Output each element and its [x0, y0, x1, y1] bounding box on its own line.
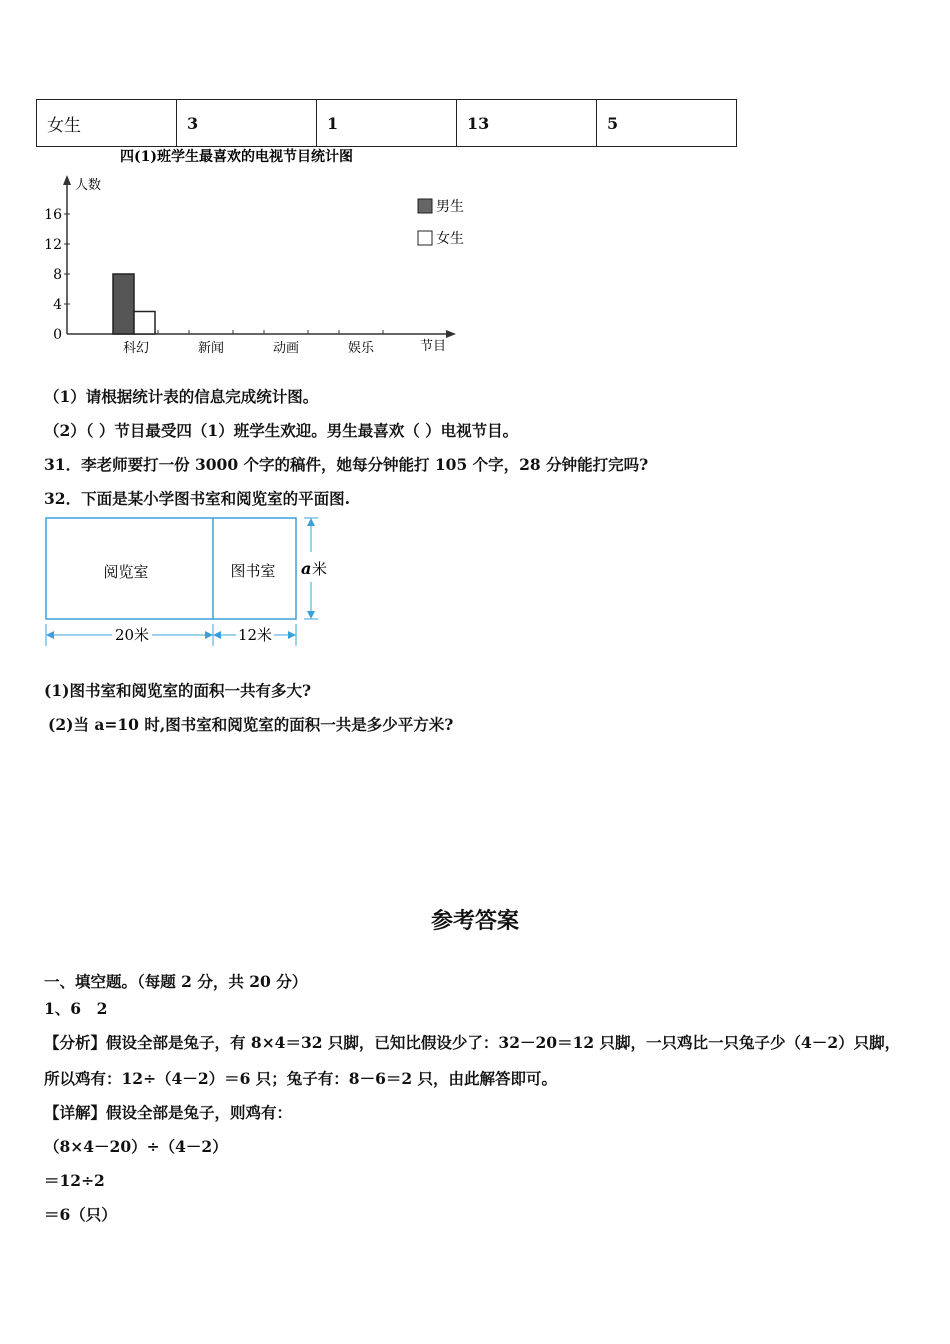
- y-tick-label: 12: [44, 237, 62, 253]
- calc-line-2: ＝12÷2: [44, 1171, 105, 1190]
- table-cell: 1: [316, 100, 456, 147]
- analysis-line-2: 所以鸡有：12÷（4－2）＝6 只；兔子有：8－6＝2 只，由此解答即可。: [44, 1069, 558, 1088]
- room-reading: 阅览室: [103, 563, 149, 581]
- x-tick-label: 新闻: [197, 341, 225, 356]
- analysis-line-1: [44, 1031, 900, 1053]
- height-variable: a: [301, 559, 312, 578]
- bar-chart: [40, 145, 480, 365]
- answers-section: 一、填空题。（每题 2 分，共 20 分）: [44, 972, 308, 991]
- dim-arrow: [307, 518, 315, 526]
- question-32-1: (1)图书室和阅览室的面积一共有多大?: [44, 681, 312, 700]
- table-cell: 13: [456, 100, 596, 147]
- room-library: 图书室: [230, 562, 276, 580]
- legend-swatch-boys: [418, 199, 432, 213]
- question-32-2: (2)当 a=10 时,图书室和阅览室的面积一共是多少平方米?: [48, 715, 454, 734]
- question-30-1: （1）请根据统计表的信息完成统计图。: [44, 387, 319, 406]
- question-32: 32．下面是某小学图书室和阅览室的平面图.: [44, 489, 350, 508]
- dim-arrow: [205, 631, 213, 639]
- x-tick-label: 娱乐: [347, 341, 375, 356]
- legend-label-girls: 女生: [436, 231, 464, 247]
- answers-title: 参考答案: [430, 908, 519, 934]
- question-31: 31．李老师要打一份 3000 个字的稿件，她每分钟能打 105 个字，28 分钟能打完吗?: [44, 455, 649, 474]
- dim-arrow: [213, 631, 221, 639]
- data-table: [36, 99, 737, 147]
- y-axis-arrow: [63, 175, 71, 185]
- table-row: [37, 100, 737, 147]
- table-cell: 5: [597, 100, 737, 147]
- answer-item-1: 1、6 2: [44, 999, 108, 1018]
- dim-arrow: [46, 631, 54, 639]
- x-axis-arrow: [446, 330, 456, 338]
- detail-text-1: 假设全部是兔子，则鸡有：: [106, 1103, 293, 1122]
- bar-boys: [113, 274, 134, 334]
- floor-plan: [40, 512, 340, 652]
- calc-line-1: （8×4－20）÷（4－2）: [44, 1137, 228, 1156]
- table-cell: 3: [177, 100, 317, 147]
- calc-line-3: ＝6（只）: [44, 1205, 117, 1224]
- y-tick-label: 16: [44, 207, 62, 223]
- legend-swatch-girls: [418, 231, 432, 245]
- y-tick-label: 8: [53, 267, 62, 283]
- y-tick-label: 4: [53, 297, 62, 313]
- bar-girls: [134, 312, 155, 335]
- question-30-2: （2）（ ）节目最受四（1）班学生欢迎。男生最喜欢（ ）电视节目。: [44, 421, 519, 440]
- width-left-label: 20米: [114, 626, 150, 644]
- analysis-tag: 【分析】: [44, 1033, 107, 1052]
- height-unit: 米: [312, 560, 328, 578]
- detail-line-1: [44, 1101, 292, 1123]
- y-axis-label: 人数: [75, 178, 102, 193]
- table-cell-label: 女生: [37, 100, 177, 147]
- x-axis-label: 节目: [420, 339, 447, 354]
- dim-arrow: [288, 631, 296, 639]
- x-tick-label: 科幻: [122, 341, 150, 356]
- dim-arrow: [307, 611, 315, 619]
- detail-tag: 【详解】: [44, 1103, 107, 1122]
- x-tick-label: 动画: [272, 341, 300, 356]
- analysis-text-1: 假设全部是兔子，有 8×4＝32 只脚，已知比假设少了：32－20＝12 只脚，一只鸡比一只兔子少（4－2）只脚，: [106, 1033, 901, 1052]
- y-tick-label: 0: [53, 327, 62, 343]
- legend-label-boys: 男生: [436, 199, 464, 215]
- width-right-label: 12米: [237, 626, 273, 644]
- chart-title: 四(1)班学生最喜欢的电视节目统计图: [120, 149, 353, 165]
